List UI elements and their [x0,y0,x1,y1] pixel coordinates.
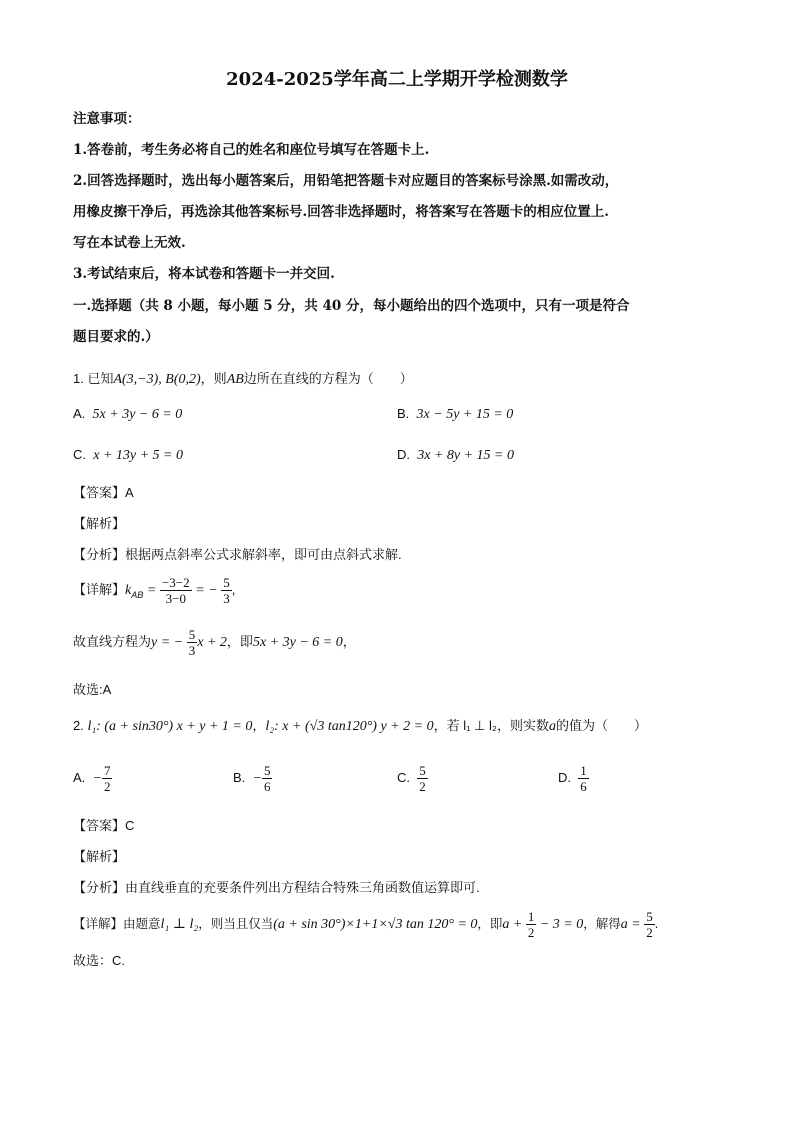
detail-end: , [231,582,236,597]
question-2-option-c[interactable]: C. $\frac{5}{2}$ [397,763,426,795]
question-1-answer: 【答案】A [73,485,134,500]
question-2-choice: 故选：C. [73,953,126,968]
question-2-jiexi: 【解析】 [73,849,126,864]
equals: = [146,583,157,598]
equals-neg: = − [195,583,218,598]
option-text: 3x + 8y + 15 = 0 [417,448,515,463]
question-1-choice: 故选:A [73,682,112,697]
slope-result-fraction: $\frac{5}{3}$ [223,575,230,607]
line-slope-fraction: $\frac{5}{3}$ [188,627,196,659]
line-l2: l₂: x + (√3 tan120°) y + 2 = 0 [265,719,434,734]
line-l1: l₁: (a + sin30°) x + y + 1 = 0 [87,719,253,734]
detail-label: 【详解】 [73,582,126,597]
question-2-detail: 【详解】由题意l₁ ⊥ l₂，则当且仅当(a + sin 30°)×1+1×√3 tan 120° = 0，即a + $\frac{1}{2}$ − 3 = 0，解得a = $\frac{5}{2}$ . [73,909,659,941]
question-1-option-c[interactable] [73,446,183,465]
slope-k: k [125,583,132,598]
question-2-option-b[interactable]: B. − $\frac{5}{6}$ [233,763,271,795]
option-text: x + 13y + 5 = 0 [93,448,184,463]
question-1-option-b[interactable] [397,405,513,424]
notice-heading: 注意事项： [73,111,141,127]
question-2-number: 2. [73,718,84,733]
question-1-detail [73,572,235,613]
question-1-analysis: 【分析】根据两点斜率公式求解斜率，即可由点斜式求解. [73,547,402,562]
question-1-ab: AB [226,372,244,387]
question-1-stem [73,370,413,389]
question-2-option-d[interactable]: D. $\frac{1}{6}$ [558,763,587,795]
question-1-line-equation: 故直线方程为y = − $\frac{5}{3}$ x + 2，即5x + 3y − 6 = 0， [73,627,356,659]
slope-fraction: $\frac{-3-2}{3-0}$ [161,575,190,607]
option-label: B. [397,406,410,421]
section-heading-line1: 一.选择题（共 8 小题，每小题 5 分，共 40 分，每小题给出的四个选项中，只有一项是符合 [73,298,630,314]
question-1-jiexi: 【解析】 [73,516,126,531]
question-1-number: 1. 已知 [73,371,114,386]
notice-item-2-cont: 用橡皮擦干净后，再选涂其他答案标号.回答非选择题时，将答案写在答题卡的相应位置上. [73,204,609,220]
notice-item-1: 1.答卷前，考生务必将自己的姓名和座位号填写在答题卡上. [73,142,430,158]
question-1-option-a[interactable] [73,405,182,424]
option-text: 5x + 3y − 6 = 0 [92,407,183,422]
question-1-points: A(3,−3), B(0,2) [113,372,201,387]
question-2-analysis: 【分析】由直线垂直的充要条件列出方程结合特殊三角函数值运算即可. [73,880,480,895]
option-label: C. [73,447,86,462]
notice-item-3: 3.考试结束后，将本试卷和答题卡一并交回. [73,266,335,282]
exam-title: 2024-2025学年高二上学期开学检测数学 [226,69,568,90]
question-1-option-d[interactable] [397,446,514,465]
notice-item-2: 2.回答选择题时，选出每小题答案后，用铅笔把答题卡对应题目的答案标号涂黑.如需改动， [73,173,619,189]
slope-sub: AB [131,590,144,600]
question-2-option-a[interactable]: A. − $\frac{7}{2}$ [73,763,111,795]
option-label: A. [73,406,86,421]
option-label: D. [397,447,410,462]
question-2-answer: 【答案】C [73,818,135,833]
section-heading-line2: 题目要求的.） [73,329,159,345]
notice-item-2-end: 写在本试卷上无效. [73,235,186,251]
question-1-mid: ，则 [200,371,227,386]
option-text: 3x − 5y + 15 = 0 [416,407,514,422]
question-1-tail: 边所在直线的方程为（ ） [243,371,413,386]
perpendicular-condition: (a + sin 30°)×1+1×√3 tan 120° = 0 [273,917,478,932]
question-2-stem: 2. l₁: (a + sin30°) x + y + 1 = 0，l₂: x + (√3 tan120°) y + 2 = 0，若 l₁ ⊥ l₂，则实数a的值为（ ） [73,718,647,734]
